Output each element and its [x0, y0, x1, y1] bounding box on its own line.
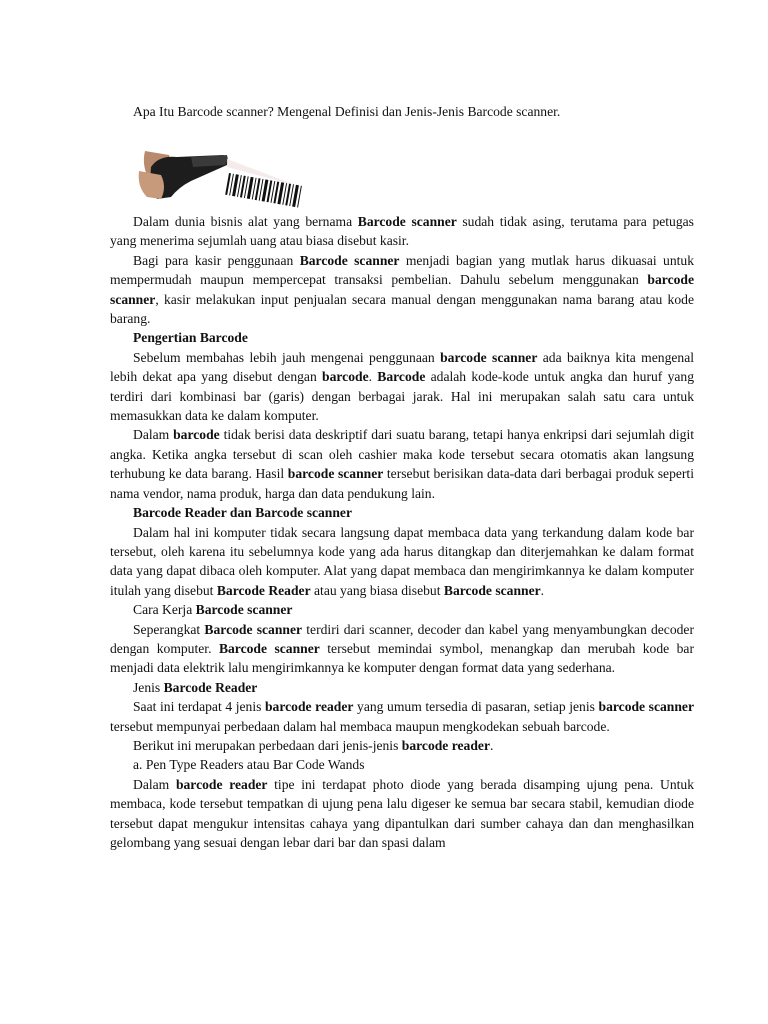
bold-text: Barcode	[377, 369, 426, 385]
text-run: Dalam dunia bisnis alat yang bernama	[133, 214, 358, 229]
text-run: .	[489, 737, 494, 753]
text-run: Saat ini terdapat 4 jenis	[133, 699, 265, 715]
text-run: Seperangkat	[133, 621, 205, 637]
text-run: tipe ini terdapat photo diode yang berada disamping ujung pena. Untuk membaca, kode tersebut tempatkan di ujung pena lalu digeser ke semua bar secara stabil, kemudian diode tersebut dapat mengukur intensitas cahaya yang dipantulkan dari sumber cahaya dan dan menghasilkan gelombang yang sesuai dengan lebar dari bar dan spasi dalam	[110, 776, 695, 850]
text-run: tersebut mempunyai perbedaan dalam hal membaca maupun mengkodekan sebuah barcode.	[110, 718, 610, 734]
text-run: Berikut ini merupakan perbedaan dari jenis-jenis	[133, 737, 402, 753]
text-run: Dalam hal ini komputer tidak secara langsung dapat membaca data yang terkandung dalam kode bar tersebut, oleh karena itu sebelumnya kode yang ada harus ditangkap dan diterjemahkan ke dalam format data yang dapat dibaca oleh komputer. Alat yang dapat membaca dan mengirimkannya ke dalam komputer itulah yang disebut	[110, 524, 694, 598]
bold-text: Barcode scanner	[218, 640, 320, 656]
bold-text: barcode scanner	[287, 466, 384, 482]
bold-text: barcode reader	[401, 737, 490, 753]
body-paragraph	[110, 348, 694, 426]
text-run: , kasir melakukan input penjualan secara manual dengan menggunakan nama barang atau kode barang.	[110, 291, 694, 327]
body-paragraph	[110, 523, 694, 601]
text-run: menjadi bagian yang mutlak harus dikuasai untuk mempermudah maupun mempercepat transaksi pembelian. Dahulu sebelum menggunakan	[110, 252, 694, 288]
text-run: Bagi para kasir penggunaan	[133, 252, 300, 268]
body-paragraph	[110, 736, 694, 755]
text-run: tersebut memindai symbol, menangkap dan merubah kode bar menjadi data elektrik lalu mengirimkannya ke komputer dengan format data yang sederhana.	[110, 640, 694, 676]
section-heading	[110, 755, 694, 774]
text-run: sudah tidak asing, terutama para petugas yang menerima sejumlah uang atau biasa disebut kasir.	[110, 214, 694, 249]
text-run: Dalam	[133, 776, 176, 792]
section-heading	[110, 600, 694, 619]
body-paragraph	[110, 251, 694, 329]
text-run: Jenis	[133, 679, 164, 695]
text-run: .	[368, 369, 378, 385]
text-run: tidak berisi data deskriptif dari suatu barang, tetapi hanya enkripsi dari sejumlah digit angka. Ketika angka tersebut di scan oleh cashier maka kode tersebut secara otomatis akan langsung terhubung ke data barang. Hasil	[110, 427, 694, 482]
body-paragraph	[110, 620, 694, 678]
bold-text: barcode scanner	[110, 272, 694, 307]
body-paragraph	[110, 425, 694, 503]
text-run: adalah kode-kode untuk angka dan huruf yang terdiri dari kombinasi bar (garis) dengan berbagai jarak. Hal ini merupakan salah satu cara untuk memasukkan data ke dalam komputer.	[110, 369, 694, 424]
text-run: ada baiknya kita mengenal lebih dekat apa yang disebut dengan	[110, 349, 695, 385]
bold-text: Barcode scanner	[299, 252, 400, 268]
text-run: terdiri dari scanner, decoder dan kabel yang menyambungkan decoder dengan komputer.	[110, 621, 694, 656]
bold-text: Barcode Reader dan Barcode scanner	[133, 505, 352, 521]
body-paragraph	[110, 697, 694, 736]
text-run: yang umum tersedia di pasaran, setiap jenis	[353, 699, 599, 715]
section-heading	[110, 503, 694, 522]
text-run: .	[540, 582, 545, 598]
body-paragraph	[110, 775, 694, 853]
section-heading	[110, 328, 694, 347]
text-run: tersebut berisikan data-data dari berbagai produk seperti nama vendor, nama produk, harga dan data pendukung lain.	[110, 466, 694, 501]
bold-text: Barcode Reader	[216, 582, 311, 598]
text-run: Sebelum membahas lebih jauh mengenai penggunaan	[133, 349, 441, 365]
bold-text: Pengertian Barcode	[133, 330, 248, 346]
bold-text: barcode scanner	[598, 699, 694, 715]
bold-text: barcode scanner	[440, 349, 538, 365]
bold-text: barcode reader	[175, 776, 268, 792]
bold-text: Barcode scanner	[195, 602, 293, 618]
text-run: Cara Kerja	[133, 602, 196, 618]
section-heading	[110, 678, 694, 697]
document-title: Apa Itu Barcode scanner? Mengenal Definisi dan Jenis-Jenis Barcode scanner.	[133, 104, 561, 119]
text-run: a. Pen Type Readers atau Bar Code Wands	[133, 757, 365, 773]
document-body	[110, 212, 694, 852]
bold-text: barcode	[322, 369, 369, 385]
barcode-scanner-photo-icon	[131, 127, 313, 209]
bold-text: Barcode scanner	[204, 621, 303, 637]
body-paragraph	[110, 212, 694, 251]
bold-text: Barcode Reader	[163, 679, 258, 695]
bold-text: barcode reader	[265, 699, 354, 715]
text-run: Dalam	[133, 427, 174, 443]
bold-text: Barcode scanner	[357, 214, 457, 229]
bold-text: barcode	[173, 427, 220, 443]
bold-text: Barcode scanner	[443, 582, 541, 598]
text-run: atau yang biasa disebut	[310, 582, 444, 598]
